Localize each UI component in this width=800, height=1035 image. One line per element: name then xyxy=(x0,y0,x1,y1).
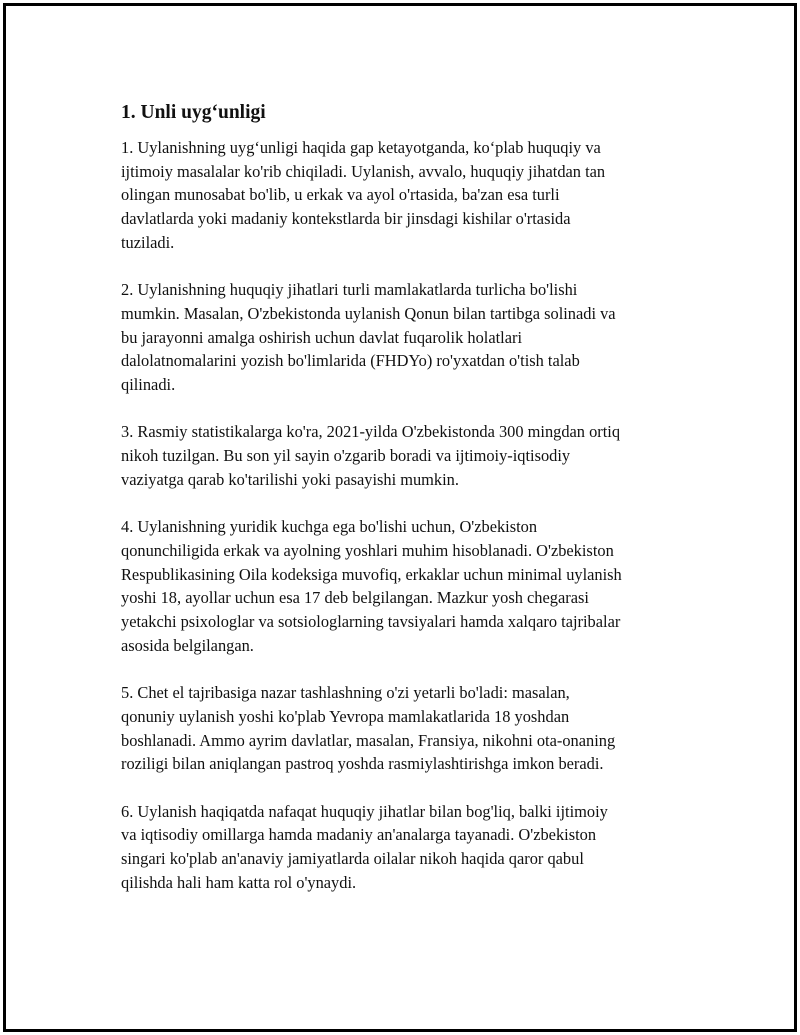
text-line: qilishda hali ham katta rol o'ynaydi. xyxy=(121,872,357,892)
text-line: tuziladi. xyxy=(121,232,175,252)
paragraph-1 xyxy=(121,136,691,255)
text-line: dalolatnomalarini yozish bo'limlarida (FHDYo) ro'yxatdan o'tish talab xyxy=(121,351,580,371)
paragraph-3 xyxy=(121,420,691,491)
text-line: qonuniy uylanish yoshi ko'plab Yevropa mamlakatlarida 18 yoshdan xyxy=(121,706,570,726)
text-line: roziligi bilan aniqlangan pastroq yoshda rasmiylashtirishga imkon beradi. xyxy=(121,754,604,774)
paragraph-6 xyxy=(121,800,691,895)
text-line: 2. Uylanishning huquqiy jihatlari turli mamlakatlarda turlicha bo'lishi xyxy=(121,280,578,300)
text-line: bu jarayonni amalga oshirish uchun davlat fuqarolik holatlari xyxy=(121,327,523,347)
text-line: yoshi 18, ayollar uchun esa 17 deb belgilangan. Mazkur yosh chegarasi xyxy=(121,588,589,608)
text-line: qonunchiligida erkak va ayolning yoshlari muhim hisoblanadi. O'zbekiston xyxy=(121,540,614,560)
text-line: 6. Uylanish haqiqatda nafaqat huquqiy jihatlar bilan bog'liq, balki ijtimoiy xyxy=(121,801,608,821)
text-line: ijtimoiy masalalar ko'rib chiqiladi. Uylanish, avvalo, huquqiy jihatdan tan xyxy=(121,161,606,181)
text-line: olingan munosabat bo'lib, u erkak va ayol o'rtasida, ba'zan esa turli xyxy=(121,185,560,205)
text-line: asosida belgilangan. xyxy=(121,635,254,655)
text-line: 4. Uylanishning yuridik kuchga ega bo'lishi uchun, O'zbekiston xyxy=(121,517,538,537)
text-line: 3. Rasmiy statistikalarga ko'ra, 2021-yilda O'zbekistonda 300 mingdan ortiq xyxy=(121,422,621,442)
paragraph-4 xyxy=(121,515,691,657)
page-content xyxy=(121,99,691,918)
text-line: davlatlarda yoki madaniy kontekstlarda bir jinsdagi kishilar o'rtasida xyxy=(121,209,571,229)
text-line: boshlanadi. Ammo ayrim davlatlar, masalan, Fransiya, nikohni ota-onaning xyxy=(121,730,616,750)
text-line: 1. Uylanishning uyg‘unligi haqida gap ketayotganda, ko‘plab huquqiy va xyxy=(121,138,601,157)
text-line: vaziyatga qarab ko'tarilishi yoki pasayishi mumkin. xyxy=(121,469,459,489)
section-heading: 1. Unli uyg‘unligi xyxy=(121,102,266,123)
text-line: Respublikasining Oila kodeksiga muvofiq, erkaklar uchun minimal uylanish xyxy=(121,564,622,584)
text-line: va iqtisodiy omillarga hamda madaniy an'analarga tayanadi. O'zbekiston xyxy=(121,825,597,845)
text-line: nikoh tuzilgan. Bu son yil sayin o'zgarib boradi va ijtimoiy-iqtisodiy xyxy=(121,446,571,466)
text-line: singari ko'plab an'anaviy jamiyatlarda oilalar nikoh haqida qaror qabul xyxy=(121,849,584,869)
paragraph-5 xyxy=(121,681,691,776)
text-line: qilinadi. xyxy=(121,375,176,395)
text-line: 5. Chet el tajribasiga nazar tashlashning o'zi yetarli bo'ladi: masalan, xyxy=(121,683,570,703)
paragraph-2 xyxy=(121,278,691,397)
text-line: yetakchi psixologlar va sotsiologlarning tavsiyalari hamda xalqaro tajribalar xyxy=(121,612,621,632)
page-frame xyxy=(3,3,797,1032)
text-line: mumkin. Masalan, O'zbekistonda uylanish Qonun bilan tartibga solinadi va xyxy=(121,303,616,323)
